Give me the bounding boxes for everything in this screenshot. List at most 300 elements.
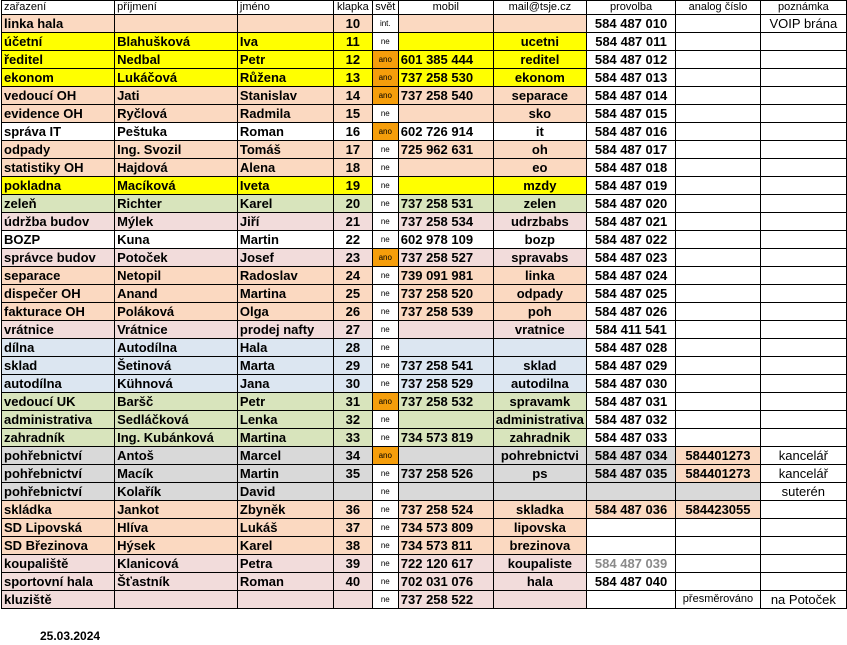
provolba-cell: 584 487 032 (586, 411, 675, 429)
surname-cell: Kuna (115, 231, 238, 249)
mail-cell: poh (493, 303, 586, 321)
extension-cell: 28 (333, 339, 372, 357)
table-row (2, 537, 847, 555)
provolba-cell: 584 487 016 (586, 123, 675, 141)
table-row (2, 573, 847, 591)
svet-cell: ano (372, 123, 398, 141)
mobile-cell: 737 258 526 (398, 465, 493, 483)
svet-cell: ano (372, 69, 398, 87)
position-cell: BOZP (2, 231, 115, 249)
table-row (2, 465, 847, 483)
table-row (2, 447, 847, 465)
note-cell (760, 357, 846, 375)
mail-cell: it (493, 123, 586, 141)
extension-cell: 12 (333, 51, 372, 69)
mail-cell: odpady (493, 285, 586, 303)
extension-cell: 24 (333, 267, 372, 285)
note-cell (760, 555, 846, 573)
svet-cell: ne (372, 33, 398, 51)
svet-cell: ne (372, 483, 398, 501)
mail-cell (493, 15, 586, 33)
surname-cell: Autodílna (115, 339, 238, 357)
analog-cell (676, 177, 760, 195)
table-row (2, 483, 847, 501)
analog-cell (676, 159, 760, 177)
analog-cell (676, 537, 760, 555)
mobile-cell: 737 258 540 (398, 87, 493, 105)
position-cell: pohřebnictví (2, 465, 115, 483)
mail-cell: eo (493, 159, 586, 177)
table-row (2, 303, 847, 321)
analog-cell (676, 213, 760, 231)
table-row (2, 357, 847, 375)
svet-cell: ne (372, 159, 398, 177)
svet-cell: ano (372, 447, 398, 465)
date-label: 25.03.2024 (40, 629, 101, 643)
svet-cell: ne (372, 573, 398, 591)
analog-cell (676, 303, 760, 321)
name-cell: Petr (237, 393, 333, 411)
surname-cell: Klanicová (115, 555, 238, 573)
svet-cell: ne (372, 429, 398, 447)
name-cell: Radoslav (237, 267, 333, 285)
extension-cell: 11 (333, 33, 372, 51)
position-cell: ředitel (2, 51, 115, 69)
analog-cell (676, 393, 760, 411)
table-row (2, 159, 847, 177)
name-cell: Alena (237, 159, 333, 177)
name-cell: Roman (237, 573, 333, 591)
svet-cell: ne (372, 177, 398, 195)
position-cell: odpady (2, 141, 115, 159)
table-row (2, 267, 847, 285)
mobile-cell (398, 321, 493, 339)
mobile-cell (398, 447, 493, 465)
provolba-cell: 584 487 028 (586, 339, 675, 357)
position-cell: dispečer OH (2, 285, 115, 303)
position-cell: separace (2, 267, 115, 285)
provolba-cell: 584 487 025 (586, 285, 675, 303)
mail-cell: oh (493, 141, 586, 159)
extension-cell: 34 (333, 447, 372, 465)
provolba-cell: 584 487 031 (586, 393, 675, 411)
note-cell (760, 285, 846, 303)
extension-cell: 31 (333, 393, 372, 411)
extension-cell: 21 (333, 213, 372, 231)
extension-cell: 25 (333, 285, 372, 303)
analog-cell (676, 249, 760, 267)
extension-cell: 37 (333, 519, 372, 537)
mobile-cell: 722 120 617 (398, 555, 493, 573)
surname-cell: Poláková (115, 303, 238, 321)
analog-cell (676, 321, 760, 339)
position-cell: statistiky OH (2, 159, 115, 177)
note-cell: kancelář (760, 447, 846, 465)
surname-cell: Anand (115, 285, 238, 303)
header-poznamka: poznámka (760, 1, 846, 15)
position-cell: koupaliště (2, 555, 115, 573)
note-cell (760, 573, 846, 591)
mail-cell: administrativa (493, 411, 586, 429)
svet-cell: ne (372, 357, 398, 375)
mobile-cell: 602 978 109 (398, 231, 493, 249)
name-cell: Marta (237, 357, 333, 375)
position-cell: pohřebnictví (2, 447, 115, 465)
svet-cell: ne (372, 501, 398, 519)
note-cell (760, 141, 846, 159)
provolba-cell (586, 537, 675, 555)
position-cell: skládka (2, 501, 115, 519)
surname-cell: Jati (115, 87, 238, 105)
note-cell (760, 195, 846, 213)
note-cell (760, 177, 846, 195)
table-row (2, 51, 847, 69)
position-cell: ekonom (2, 69, 115, 87)
svet-cell: ne (372, 375, 398, 393)
extension-cell (333, 591, 372, 609)
name-cell: prodej nafty (237, 321, 333, 339)
note-cell (760, 501, 846, 519)
note-cell (760, 105, 846, 123)
name-cell: Zbyněk (237, 501, 333, 519)
table-row (2, 321, 847, 339)
analog-cell (676, 429, 760, 447)
provolba-cell: 584 487 021 (586, 213, 675, 231)
provolba-cell: 584 487 040 (586, 573, 675, 591)
position-cell: pokladna (2, 177, 115, 195)
table-row (2, 195, 847, 213)
name-cell: Radmila (237, 105, 333, 123)
mail-cell: linka (493, 267, 586, 285)
svet-cell: ne (372, 285, 398, 303)
svet-cell: ne (372, 339, 398, 357)
position-cell: fakturace OH (2, 303, 115, 321)
table-row (2, 393, 847, 411)
table-row (2, 213, 847, 231)
note-cell: na Potoček (760, 591, 846, 609)
name-cell: Marcel (237, 447, 333, 465)
svet-cell: ne (372, 141, 398, 159)
surname-cell: Blahušková (115, 33, 238, 51)
table-row (2, 105, 847, 123)
name-cell: Lenka (237, 411, 333, 429)
table-row (2, 501, 847, 519)
surname-cell: Hlíva (115, 519, 238, 537)
table-row (2, 429, 847, 447)
table-row (2, 123, 847, 141)
analog-cell: 584423055 (676, 501, 760, 519)
surname-cell: Macíková (115, 177, 238, 195)
note-cell: kancelář (760, 465, 846, 483)
surname-cell: Potoček (115, 249, 238, 267)
surname-cell: Hýsek (115, 537, 238, 555)
provolba-cell: 584 487 019 (586, 177, 675, 195)
mobile-cell (398, 411, 493, 429)
note-cell (760, 159, 846, 177)
mail-cell (493, 483, 586, 501)
provolba-cell (586, 591, 675, 609)
note-cell (760, 519, 846, 537)
mail-cell: spravamk (493, 393, 586, 411)
svet-cell: ne (372, 213, 398, 231)
header-prijmeni: příjmení (115, 1, 238, 15)
name-cell: Petr (237, 51, 333, 69)
table-row (2, 375, 847, 393)
provolba-cell: 584 487 035 (586, 465, 675, 483)
mail-cell: ps (493, 465, 586, 483)
provolba-cell: 584 487 015 (586, 105, 675, 123)
analog-cell: 584401273 (676, 465, 760, 483)
name-cell: Iveta (237, 177, 333, 195)
provolba-cell: 584 487 014 (586, 87, 675, 105)
mobile-cell: 737 258 534 (398, 213, 493, 231)
provolba-cell: 584 487 012 (586, 51, 675, 69)
analog-cell (676, 285, 760, 303)
position-cell: správa IT (2, 123, 115, 141)
table-row (2, 249, 847, 267)
table-row (2, 141, 847, 159)
note-cell (760, 339, 846, 357)
extension-cell: 32 (333, 411, 372, 429)
mobile-cell: 739 091 981 (398, 267, 493, 285)
header-klapka: klapka (333, 1, 372, 15)
name-cell: Hala (237, 339, 333, 357)
analog-cell: přesměrováno (676, 591, 760, 609)
table-row (2, 33, 847, 51)
provolba-cell (586, 519, 675, 537)
provolba-cell: 584 487 036 (586, 501, 675, 519)
surname-cell: Šetinová (115, 357, 238, 375)
note-cell (760, 375, 846, 393)
header-jmeno: jméno (237, 1, 333, 15)
svet-cell: ne (372, 411, 398, 429)
mobile-cell: 737 258 541 (398, 357, 493, 375)
svet-cell: ne (372, 537, 398, 555)
mobile-cell: 737 258 539 (398, 303, 493, 321)
mail-cell: skladka (493, 501, 586, 519)
name-cell: Iva (237, 33, 333, 51)
extension-cell: 35 (333, 465, 372, 483)
name-cell: Jiří (237, 213, 333, 231)
analog-cell (676, 195, 760, 213)
position-cell: kluziště (2, 591, 115, 609)
svet-cell: ne (372, 267, 398, 285)
header-mobil: mobil (398, 1, 493, 15)
name-cell: David (237, 483, 333, 501)
provolba-cell: 584 487 039 (586, 555, 675, 573)
position-cell: zeleň (2, 195, 115, 213)
position-cell: dílna (2, 339, 115, 357)
note-cell (760, 393, 846, 411)
position-cell: zahradník (2, 429, 115, 447)
svet-cell: ano (372, 249, 398, 267)
surname-cell: Lukáčová (115, 69, 238, 87)
extension-cell: 20 (333, 195, 372, 213)
mail-cell: brezinova (493, 537, 586, 555)
name-cell: Petra (237, 555, 333, 573)
mail-cell: bozp (493, 231, 586, 249)
extension-cell: 26 (333, 303, 372, 321)
surname-cell: Mýlek (115, 213, 238, 231)
svet-cell: ne (372, 105, 398, 123)
provolba-cell (586, 483, 675, 501)
extension-cell: 23 (333, 249, 372, 267)
position-cell: sklad (2, 357, 115, 375)
surname-cell: Macík (115, 465, 238, 483)
mobile-cell: 737 258 520 (398, 285, 493, 303)
provolba-cell: 584 487 011 (586, 33, 675, 51)
name-cell: Martina (237, 285, 333, 303)
name-cell: Martin (237, 465, 333, 483)
mobile-cell (398, 483, 493, 501)
mobile-cell (398, 177, 493, 195)
mail-cell: reditel (493, 51, 586, 69)
svet-cell: ano (372, 51, 398, 69)
surname-cell: Hajdová (115, 159, 238, 177)
analog-cell (676, 339, 760, 357)
mobile-cell (398, 15, 493, 33)
table-row (2, 15, 847, 33)
svet-cell: ne (372, 591, 398, 609)
mobile-cell: 737 258 532 (398, 393, 493, 411)
phone-directory-table (1, 0, 847, 609)
header-zarazeni: zařazení (2, 1, 115, 15)
mobile-cell (398, 33, 493, 51)
analog-cell (676, 69, 760, 87)
name-cell: Karel (237, 195, 333, 213)
surname-cell: Vrátnice (115, 321, 238, 339)
mail-cell: separace (493, 87, 586, 105)
provolba-cell: 584 487 022 (586, 231, 675, 249)
mobile-cell (398, 105, 493, 123)
header-provolba: provolba (586, 1, 675, 15)
extension-cell: 14 (333, 87, 372, 105)
table-row (2, 339, 847, 357)
analog-cell (676, 123, 760, 141)
name-cell: Tomáš (237, 141, 333, 159)
analog-cell (676, 267, 760, 285)
note-cell (760, 537, 846, 555)
header-svet: svět (372, 1, 398, 15)
name-cell: Martina (237, 429, 333, 447)
note-cell (760, 87, 846, 105)
mobile-cell: 734 573 809 (398, 519, 493, 537)
analog-cell (676, 105, 760, 123)
table-row (2, 231, 847, 249)
analog-cell (676, 87, 760, 105)
mobile-cell: 601 385 444 (398, 51, 493, 69)
mail-cell: ucetni (493, 33, 586, 51)
position-cell: sportovní hala (2, 573, 115, 591)
analog-cell (676, 141, 760, 159)
surname-cell: Antoš (115, 447, 238, 465)
mobile-cell: 737 258 530 (398, 69, 493, 87)
position-cell: SD Březinova (2, 537, 115, 555)
name-cell: Lukáš (237, 519, 333, 537)
position-cell: vedoucí UK (2, 393, 115, 411)
surname-cell: Nedbal (115, 51, 238, 69)
note-cell (760, 123, 846, 141)
analog-cell (676, 51, 760, 69)
mobile-cell (398, 339, 493, 357)
name-cell: Karel (237, 537, 333, 555)
provolba-cell: 584 487 034 (586, 447, 675, 465)
extension-cell: 36 (333, 501, 372, 519)
name-cell: Jana (237, 375, 333, 393)
mail-cell: mzdy (493, 177, 586, 195)
provolba-cell: 584 487 026 (586, 303, 675, 321)
svet-cell: ne (372, 303, 398, 321)
surname-cell (115, 15, 238, 33)
mail-cell: zahradnik (493, 429, 586, 447)
header-mail: mail@tsje.cz (493, 1, 586, 15)
mobile-cell: 725 962 631 (398, 141, 493, 159)
extension-cell: 30 (333, 375, 372, 393)
header-analog: analog číslo (676, 1, 760, 15)
surname-cell: Sedláčková (115, 411, 238, 429)
extension-cell: 15 (333, 105, 372, 123)
extension-cell: 33 (333, 429, 372, 447)
provolba-cell: 584 487 030 (586, 375, 675, 393)
analog-cell (676, 411, 760, 429)
svet-cell: ne (372, 321, 398, 339)
mobile-cell: 737 258 522 (398, 591, 493, 609)
position-cell: autodílna (2, 375, 115, 393)
surname-cell: Netopil (115, 267, 238, 285)
mobile-cell: 737 258 524 (398, 501, 493, 519)
extension-cell: 18 (333, 159, 372, 177)
name-cell: Růžena (237, 69, 333, 87)
surname-cell: Ing. Svozil (115, 141, 238, 159)
name-cell: Stanislav (237, 87, 333, 105)
svet-cell: ne (372, 231, 398, 249)
name-cell (237, 15, 333, 33)
table-row (2, 285, 847, 303)
surname-cell (115, 591, 238, 609)
extension-cell: 29 (333, 357, 372, 375)
name-cell: Roman (237, 123, 333, 141)
svet-cell: ano (372, 87, 398, 105)
mail-cell: spravabs (493, 249, 586, 267)
surname-cell: Baršč (115, 393, 238, 411)
mail-cell: koupaliste (493, 555, 586, 573)
analog-cell (676, 357, 760, 375)
note-cell (760, 321, 846, 339)
surname-cell: Ing. Kubánková (115, 429, 238, 447)
note-cell: suterén (760, 483, 846, 501)
extension-cell: 39 (333, 555, 372, 573)
header-row (2, 1, 847, 15)
surname-cell: Jankot (115, 501, 238, 519)
position-cell: správce budov (2, 249, 115, 267)
svet-cell: ne (372, 519, 398, 537)
provolba-cell: 584 487 023 (586, 249, 675, 267)
surname-cell: Richter (115, 195, 238, 213)
position-cell: SD Lipovská (2, 519, 115, 537)
mail-cell: ekonom (493, 69, 586, 87)
provolba-cell: 584 487 013 (586, 69, 675, 87)
provolba-cell: 584 487 024 (586, 267, 675, 285)
provolba-cell: 584 487 010 (586, 15, 675, 33)
extension-cell (333, 483, 372, 501)
analog-cell (676, 231, 760, 249)
mail-cell (493, 339, 586, 357)
svet-cell: ano (372, 393, 398, 411)
svet-cell: ne (372, 555, 398, 573)
mobile-cell: 734 573 819 (398, 429, 493, 447)
position-cell: vrátnice (2, 321, 115, 339)
surname-cell: Šťastník (115, 573, 238, 591)
